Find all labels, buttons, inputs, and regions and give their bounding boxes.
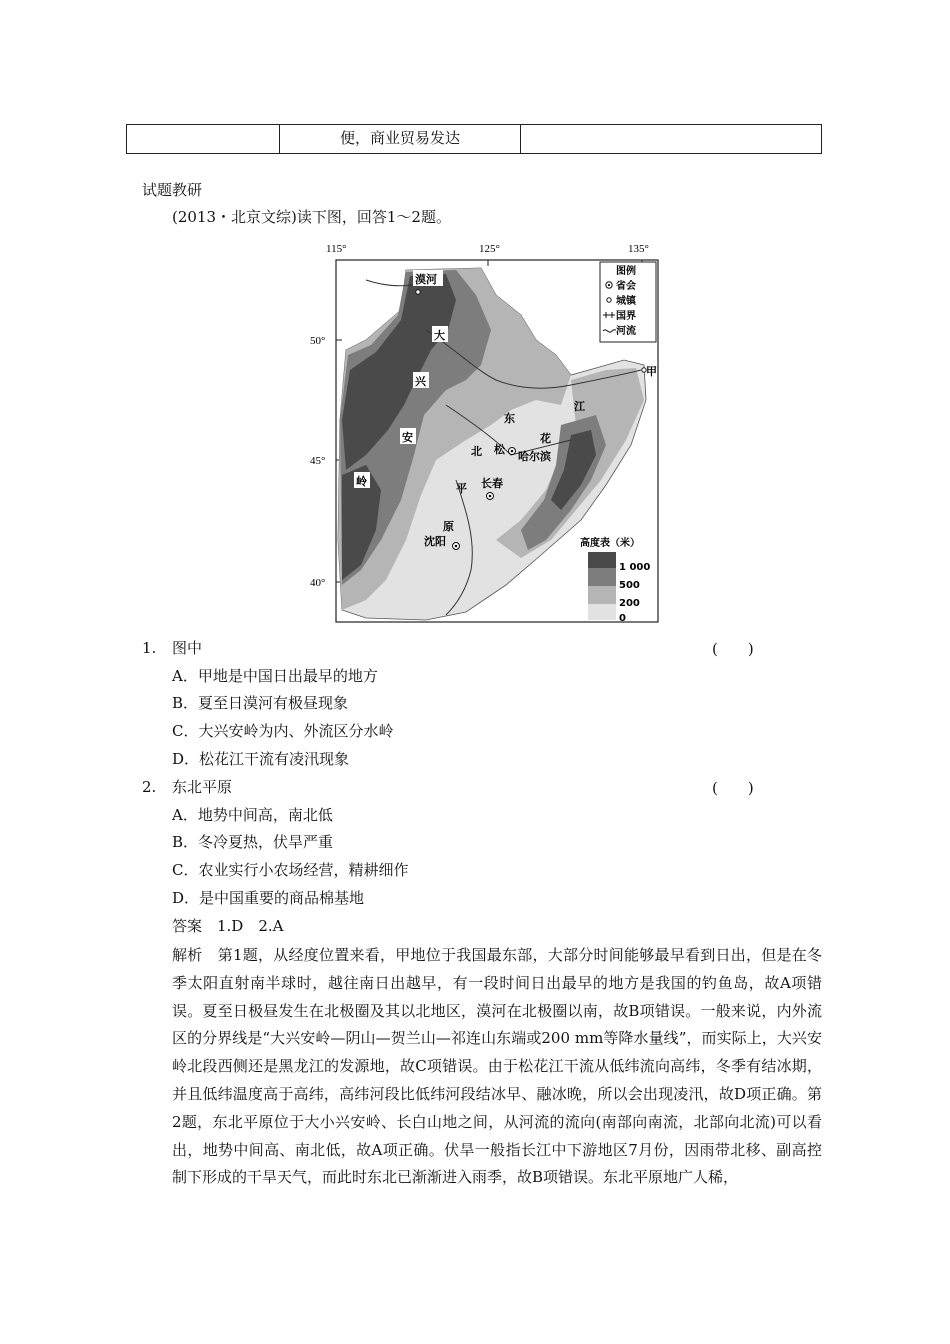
- option: C．大兴安岭为内、外流区分水岭: [172, 722, 394, 740]
- map-label: 兴: [415, 375, 426, 388]
- map-label: 安: [402, 431, 413, 444]
- lat-label: 45°: [310, 455, 326, 467]
- map-label: 沈阳: [424, 535, 446, 548]
- legend-item: 城镇: [616, 296, 636, 307]
- map-label: 甲: [646, 365, 657, 378]
- height-level: 500: [619, 580, 640, 591]
- height-level: 200: [619, 598, 640, 609]
- lat-label: 40°: [310, 577, 326, 589]
- map-label: 松: [494, 443, 505, 456]
- legend-item: 国界: [616, 311, 636, 322]
- option: A．地势中间高，南北低: [172, 806, 333, 824]
- question-number: 2.: [142, 778, 157, 796]
- map-label: 花: [540, 432, 551, 445]
- map-label: 哈尔滨: [518, 450, 551, 463]
- map-label: 漠河: [415, 273, 437, 286]
- section-title: 试题教研: [142, 181, 203, 199]
- legend-item: 河流: [616, 326, 636, 337]
- lon-label: 115°: [326, 243, 347, 255]
- height-level: 1 000: [619, 562, 651, 573]
- legend-item: 省会: [616, 281, 636, 292]
- previous-table-fragment: [126, 124, 822, 154]
- map-label: 东: [504, 412, 515, 425]
- legend-title: 图例: [616, 266, 636, 277]
- map-label: 长春: [481, 477, 503, 490]
- northeast-china-map: [306, 240, 666, 630]
- height-legend-title: 高度表（米）: [580, 538, 640, 549]
- option: C．农业实行小农场经营，精耕细作: [172, 861, 409, 879]
- table-cell: [521, 125, 822, 154]
- option: D．是中国重要的商品棉基地: [172, 889, 365, 907]
- question-stem: 东北平原: [172, 778, 233, 796]
- lon-label: 125°: [479, 243, 500, 255]
- map-label: 北: [471, 445, 482, 458]
- option: D．松花江干流有凌汛现象: [172, 750, 350, 768]
- map-label: 大: [434, 329, 445, 342]
- answer-paren: ( ): [712, 640, 754, 658]
- analysis-paragraph: 解析 第1题，从经度位置来看，甲地位于我国最东部，大部分时间能够最早看到日出，但是在冬季太阳直射南半球时，越往南日出越早，有一段时间日出最早的地方是我国的钓鱼岛，故A项错误。夏至日极昼发生在北极圈及其以北地区，漠河在北极圈以南，故B项错误。一般来说，内外流区的分界线是“大兴安岭—阴山—贺兰山—祁连山东端或200 mm等降水量线”，而实际上，大兴安岭北段西侧还是黑龙江的发源地，故C项错误。由于松花江干流从低纬流向高纬，冬季有结冰期，并且低纬温度高于高纬，高纬河段比低纬河段结冰早、融冰晚，所以会出现凌汛，故D项正确。第2题，东北平原位于大小兴安岭、长白山地之间，从河流的流向(南部向南流，北部向北流)可以看出，地势中间高、南北低，故A项正确。伏旱一般指长江中下游地区7月份，因雨带北移、副高控制下形成的干旱天气，而此时东北已渐渐进入雨季，故B项错误。东北平原地广人稀，: [172, 946, 822, 1187]
- option: B．夏至日漠河有极昼现象: [172, 694, 349, 712]
- map-label: 原: [443, 520, 454, 533]
- lat-label: 50°: [310, 335, 326, 347]
- answer-line: 答案 1.D 2.A: [172, 917, 284, 935]
- table-cell: [127, 125, 280, 154]
- height-level: 0: [619, 613, 626, 624]
- answer-paren: ( ): [712, 779, 754, 797]
- question-stem: 图中: [172, 639, 203, 657]
- map-label: 岭: [356, 475, 367, 488]
- lon-label: 135°: [628, 243, 649, 255]
- question-number: 1.: [142, 639, 157, 657]
- table-cell: 便，商业贸易发达: [280, 125, 521, 154]
- map-label: 平: [456, 482, 467, 495]
- intro-text: (2013・北京文综)读下图，回答1～2题。: [172, 208, 451, 226]
- option: B．冬冷夏热，伏旱严重: [172, 833, 334, 851]
- option: A．甲地是中国日出最早的地方: [172, 667, 378, 685]
- map-label: 江: [574, 400, 585, 413]
